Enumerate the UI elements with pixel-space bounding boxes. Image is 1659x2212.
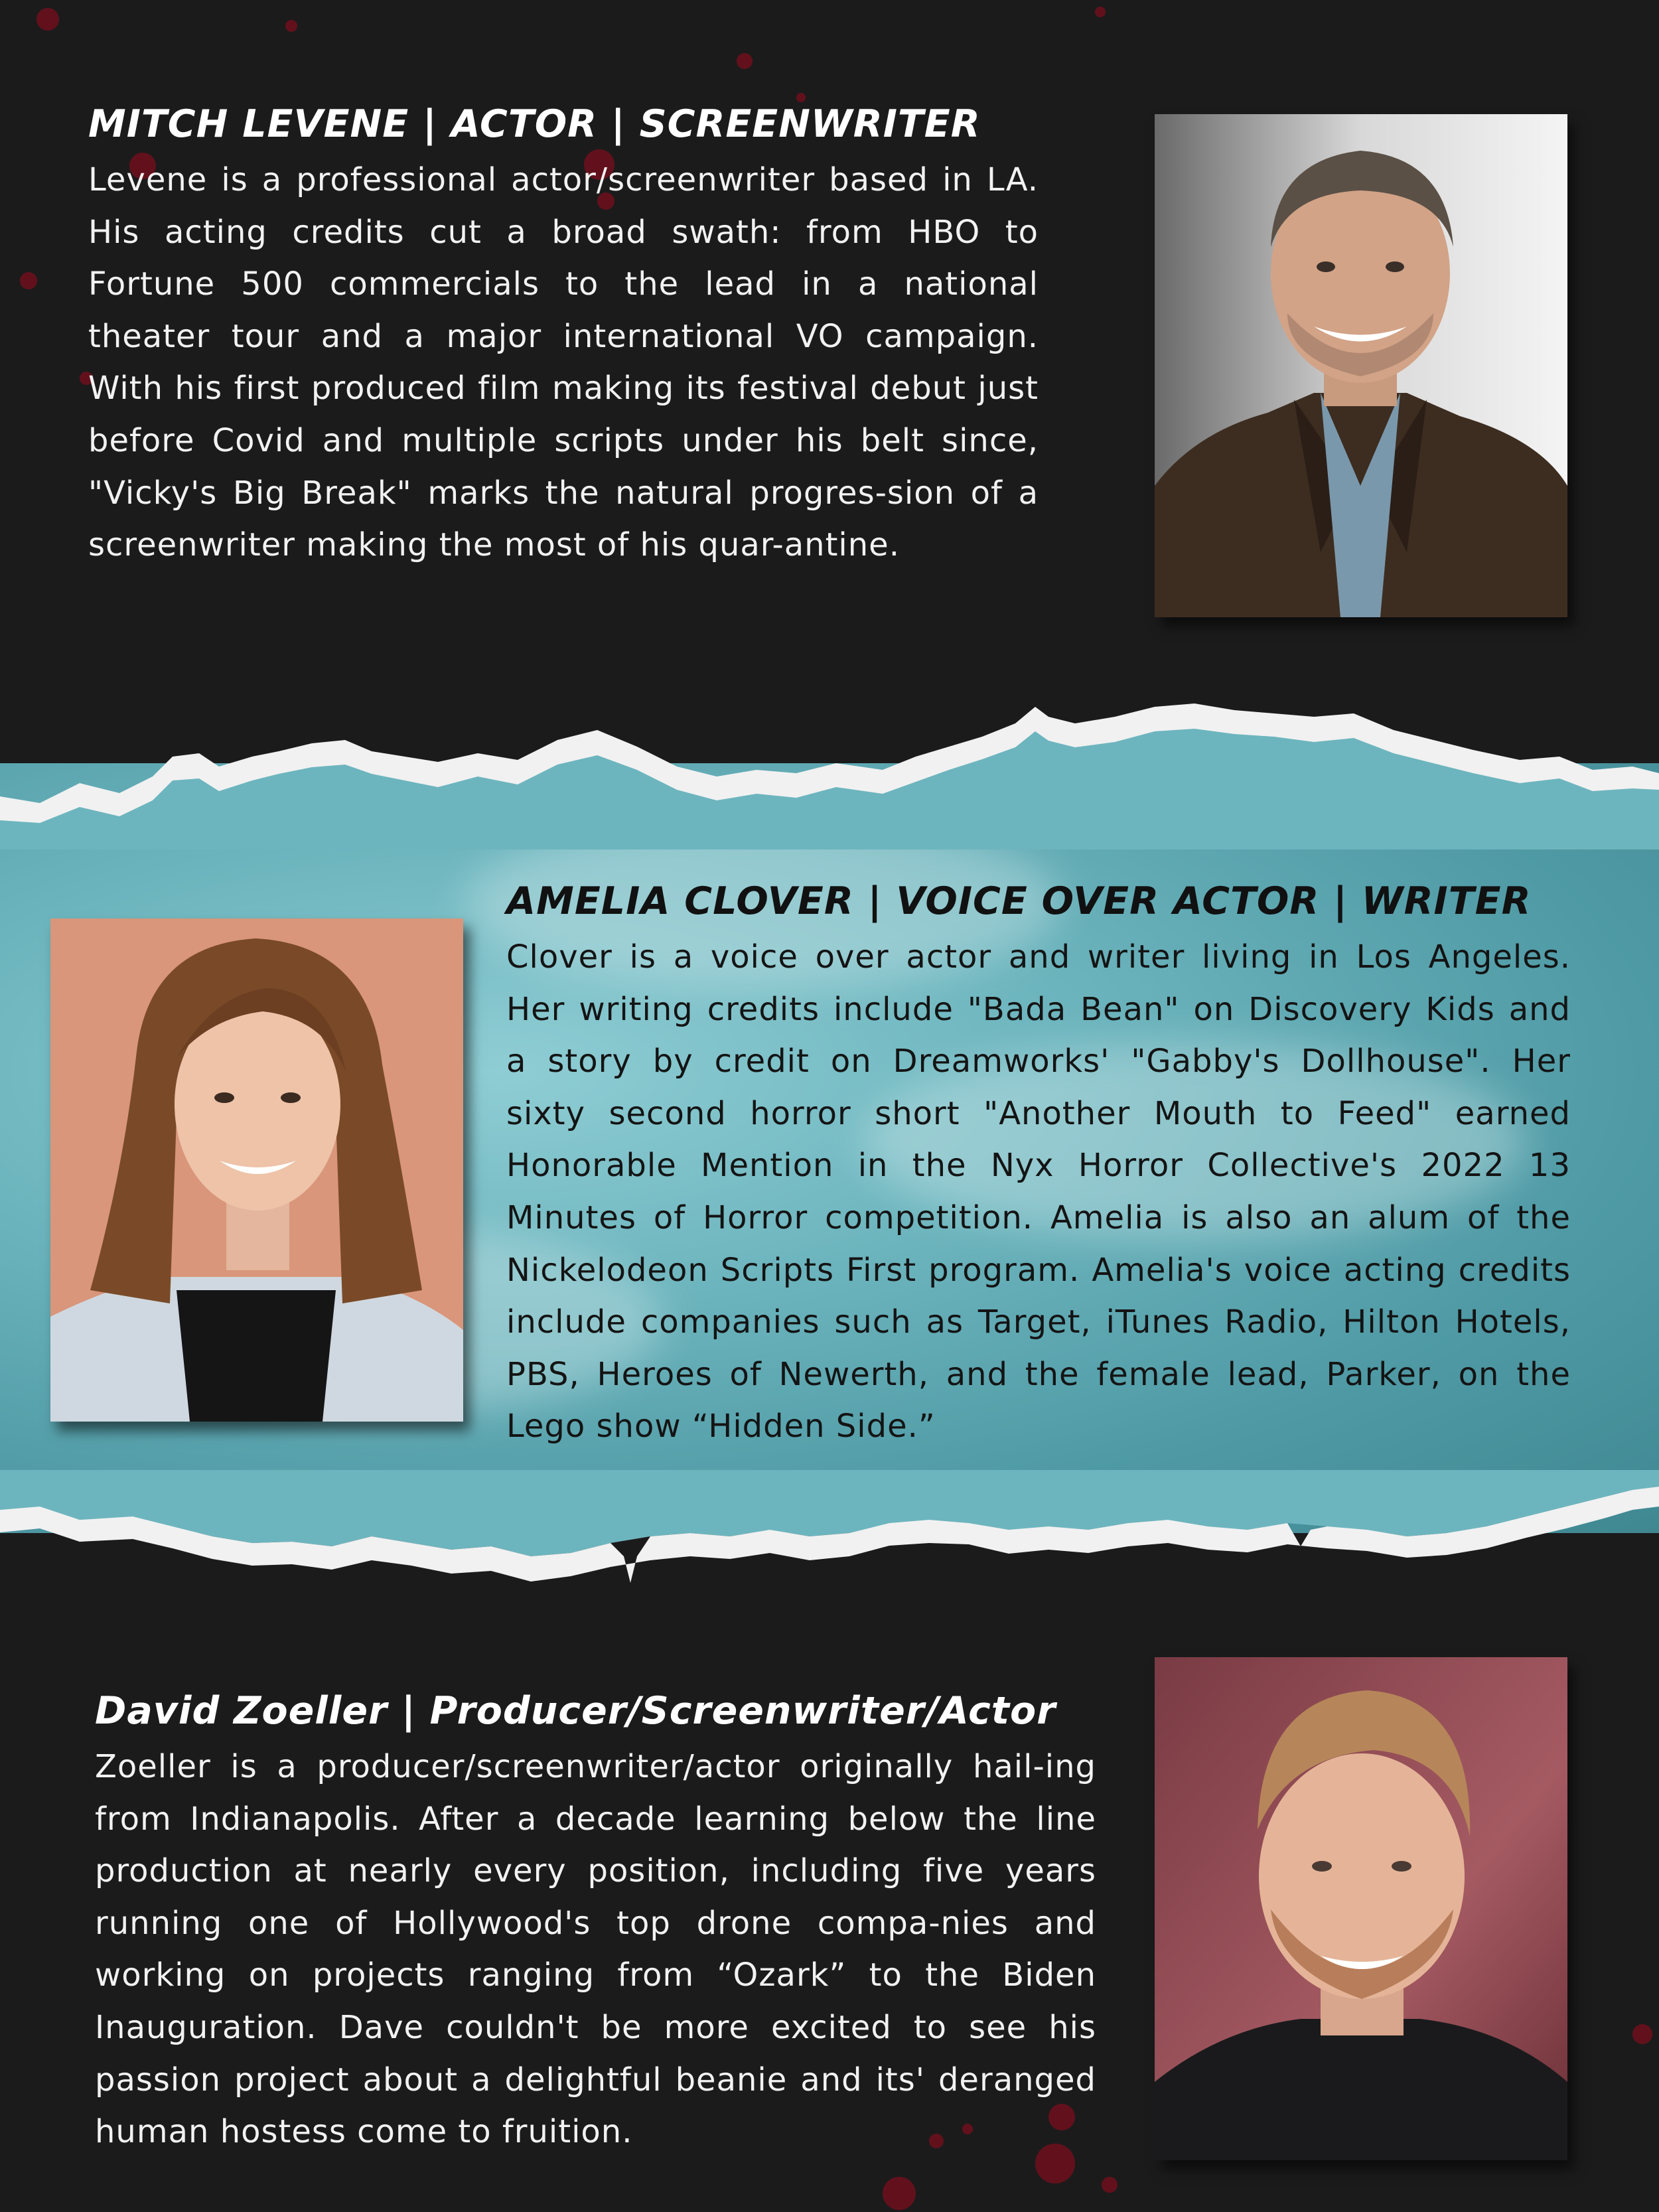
- torn-paper-bottom-edge: [0, 1470, 1659, 1623]
- headshot-woman-brown-hair-icon: [50, 919, 463, 1422]
- headshot-photo-david-zoeller: [1155, 1657, 1567, 2160]
- headshot-photo-amelia-clover: [50, 919, 463, 1422]
- headshot-photo-mitch-levene: [1155, 114, 1567, 617]
- bio-body-text: Zoeller is a producer/screenwriter/actor originally hail-ing from Indianapolis. After a decade learning below the line production at nearly every position, including five years running one of Hollywood's top drone compa-nies and working on projects ranging from “Ozark” to the Biden Inauguration. Dave couldn't be more excited to see his passion project about a delightful beanie and its' deranged human hostess come to fruition.: [95, 1748, 1096, 2151]
- headshot-man-red-beard-icon: [1155, 1657, 1567, 2160]
- bio-body-text: Clover is a voice over actor and writer living in Los Angeles. Her writing credits include "Bada Bean" on Discovery Kids and a story by credit on Dreamworks' "Gabby's Dollhouse". Her sixty second horror short "Another Mouth to Feed" earned Honorable Mention in the Nyx Horror Collective's 2022 13 Minutes of Horror competition. Amelia is also an alum of the Nickelodeon Scripts First program. Amelia's voice acting credits include companies such as Target, iTunes Radio, Hilton Hotels, PBS, Heroes of Newerth, and the female lead, Parker, on the Lego show “Hidden Side.”: [506, 938, 1571, 1445]
- headshot-man-brown-jacket-icon: [1155, 114, 1567, 617]
- bio-heading: David Zoeller | Producer/Screenwriter/Actor: [95, 1689, 1056, 1733]
- torn-paper-top-edge: [0, 690, 1659, 849]
- bio-heading: MITCH LEVENE | ACTOR | SCREENWRITER: [88, 102, 981, 146]
- bio-body-text: Levene is a professional actor/screenwriter based in LA. His acting credits cut a broad swath: from HBO to Fortune 500 commercials to the lead in a national theater tour and a major international VO campaign. With his first produced film making its festival debut just before Covid and multiple scripts under his belt since, "Vicky's Big Break" marks the natural progres-sion of a screenwriter making the most of his quar-antine.: [88, 161, 1039, 564]
- bio-heading: AMELIA CLOVER | VOICE OVER ACTOR | WRITER: [506, 879, 1532, 923]
